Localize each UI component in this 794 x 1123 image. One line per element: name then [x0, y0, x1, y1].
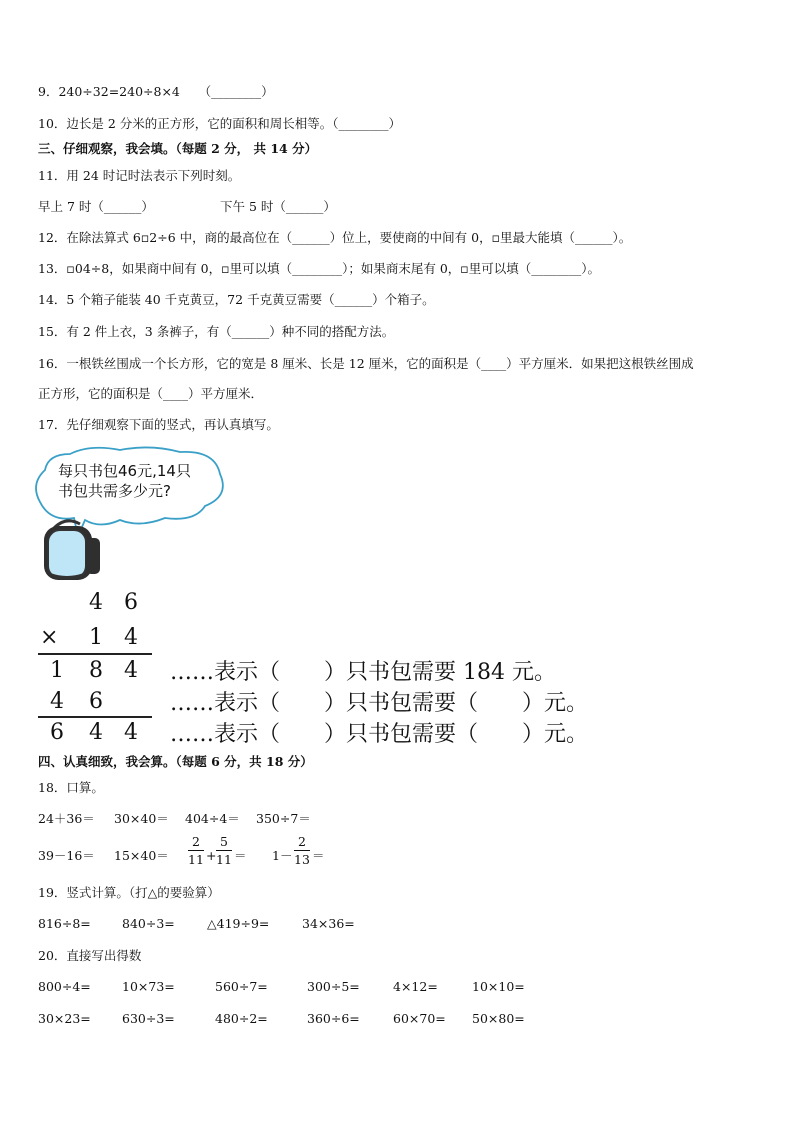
direct-calc-7: 30×23= [38, 1011, 91, 1026]
direct-calc-8: 630÷3= [122, 1011, 175, 1026]
fraction-denominator: 11 [188, 852, 204, 867]
vertical-calc-2: 840÷3= [122, 916, 175, 931]
direct-calc-5: 4×12= [393, 979, 438, 994]
question-9: 9．240÷32=240÷8×4 （________） [38, 84, 274, 99]
description-line-3: ……表示（ ）只书包需要（ ）元。 [170, 722, 589, 747]
oral-calc-5: 39－16＝ [38, 848, 95, 863]
bubble-line-1: 每只书包46元,14只 [58, 462, 191, 480]
vertical-calc-3: △419÷9= [207, 916, 270, 931]
times-sign: × [40, 625, 59, 650]
oral-calc-2: 30×40＝ [114, 811, 169, 826]
multiplicand-ones: 6 [124, 590, 138, 615]
direct-calc-10: 360÷6= [307, 1011, 360, 1026]
partial-2-tens: 6 [89, 689, 103, 714]
section-4-heading: 四、认真细致，我会算。（每题 6 分，共 18 分） [38, 754, 313, 769]
question-11-b: 下午 5 时（______） [220, 199, 336, 214]
partial-2-hundreds: 4 [50, 689, 64, 714]
oral-calc-3: 404÷4＝ [185, 811, 240, 826]
description-line-1: ……表示（ ）只书包需要 184 元。 [170, 660, 556, 685]
vertical-calc-4: 34×36= [302, 916, 355, 931]
question-13: 13．▫04÷8，如果商中间有 0，▫里可以填（________）；如果商末尾有 0，▫里可以填（________）。 [38, 261, 601, 276]
question-18: 18．口算。 [38, 780, 104, 795]
product-tens: 4 [89, 720, 103, 745]
multiplier-ones: 4 [124, 625, 138, 650]
question-11: 11．用 24 时记时法表示下列时刻。 [38, 168, 241, 183]
question-17: 17．先仔细观察下面的竖式，再认真填写。 [38, 417, 279, 432]
plus-sign: + [206, 848, 217, 863]
question-15: 15．有 2 件上衣，3 条裤子，有（______）种不同的搭配方法。 [38, 324, 395, 339]
fraction-numerator: 2 [298, 834, 306, 849]
oral-calc-1: 24＋36＝ [38, 811, 95, 826]
multiplicand-tens: 4 [89, 590, 103, 615]
vertical-calc-1: 816÷8= [38, 916, 91, 931]
equals-sign-2: ＝ [312, 848, 325, 863]
direct-calc-12: 50×80= [472, 1011, 525, 1026]
fraction-numerator: 2 [192, 834, 200, 849]
question-20: 20．直接写出得数 [38, 948, 142, 963]
description-line-2: ……表示（ ）只书包需要（ ）元。 [170, 691, 589, 716]
question-12: 12．在除法算式 6▫2÷6 中，商的最高位在（______）位上，要使商的中间有 0，▫里最大能填（______）。 [38, 230, 632, 245]
fraction-2-13 [294, 834, 310, 867]
backpack-icon [36, 514, 106, 584]
question-19: 19．竖式计算。（打△的要验算） [38, 885, 220, 900]
question-14: 14．5 个箱子能装 40 千克黄豆，72 千克黄豆需要（______）个箱子。 [38, 292, 435, 307]
direct-calc-11: 60×70= [393, 1011, 446, 1026]
rule-line-1 [38, 653, 152, 655]
direct-calc-3: 560÷7= [215, 979, 268, 994]
oral-calc-4: 350÷7＝ [256, 811, 311, 826]
partial-1-hundreds: 1 [50, 658, 64, 683]
question-11-a: 早上 7 时（______） [38, 199, 154, 214]
bubble-line-2: 书包共需多少元? [58, 482, 171, 500]
oral-calc-6: 15×40＝ [114, 848, 169, 863]
section-3-heading: 三、仔细观察，我会填。（每题 2 分， 共 14 分） [38, 141, 318, 156]
partial-1-ones: 4 [124, 658, 138, 683]
fraction-numerator: 5 [220, 834, 228, 849]
rule-line-2 [38, 716, 152, 718]
fraction-5-11 [216, 834, 232, 867]
one-minus: 1－ [272, 848, 293, 863]
direct-calc-1: 800÷4= [38, 979, 91, 994]
direct-calc-4: 300÷5= [307, 979, 360, 994]
fraction-2-11 [188, 834, 204, 867]
question-16-line-1: 16．一根铁丝围成一个长方形，它的宽是 8 厘米、长是 12 厘米，它的面积是（____）平方厘米．如果把这根铁丝围成 [38, 356, 694, 371]
direct-calc-2: 10×73= [122, 979, 175, 994]
multiplier-tens: 1 [89, 625, 103, 650]
question-10: 10．边长是 2 分米的正方形，它的面积和周长相等。（________） [38, 116, 402, 131]
direct-calc-6: 10×10= [472, 979, 525, 994]
fraction-denominator: 13 [294, 852, 310, 867]
question-16-line-2: 正方形，它的面积是（____）平方厘米． [38, 386, 264, 401]
direct-calc-9: 480÷2= [215, 1011, 268, 1026]
product-hundreds: 6 [50, 720, 64, 745]
fraction-denominator: 11 [216, 852, 232, 867]
equals-sign-1: ＝ [234, 848, 247, 863]
product-ones: 4 [124, 720, 138, 745]
partial-1-tens: 8 [89, 658, 103, 683]
